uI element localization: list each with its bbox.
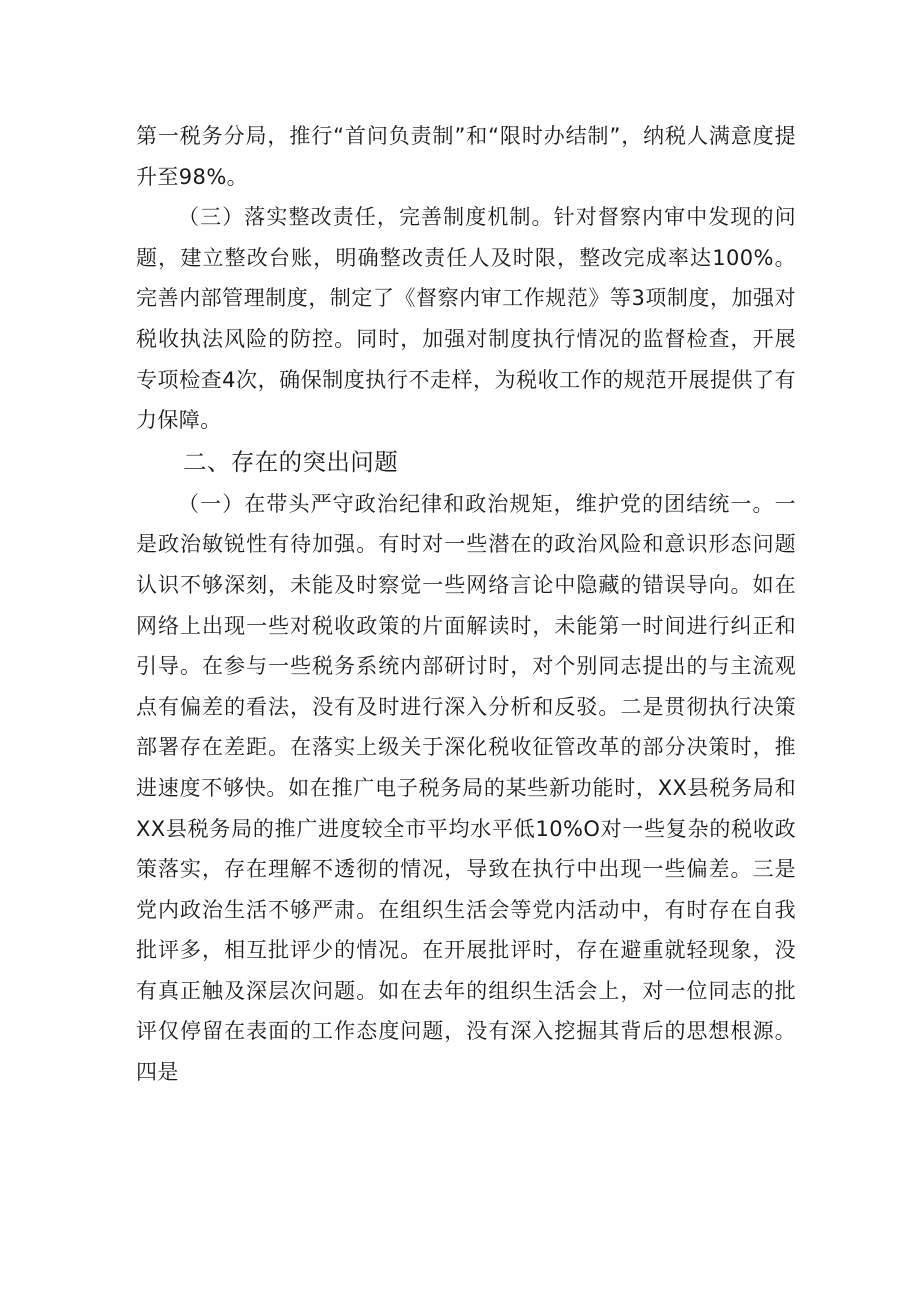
paragraph-section-three: （三）落实整改责任，完善制度机制。针对督察内审中发现的问题，建立整改台账，明确整改责任人及时限，整改完成率达100%。完善内部管理制度，制定了《督察内审工作规范》等3项制度，加强对税收执法风险的防控。同时，加强对制度执行情况的监督检查，开展专项检查4次，确保制度执行不走样，为税收工作的规范开展提供了有力保障。 xyxy=(136,205,796,433)
paragraph-continuation: 第一税务分局，推行“首问负责制”和“限时办结制”，纳税人满意度提升至98%。 xyxy=(136,124,796,189)
document-body xyxy=(136,116,796,1093)
section-heading: 二、存在的突出问题 xyxy=(183,447,399,476)
paragraph-section-one: （一）在带头严守政治纪律和政治规矩，维护党的团结统一。一是政治敏锐性有待加强。有时对一些潜在的政治风险和意识形态问题认识不够深刻，未能及时察觉一些网络言论中隐藏的错误导向。如在网络上出现一些对税收政策的片面解读时，未能第一时间进行纠正和引导。在参与一些税务系统内部研讨时，对个别同志提出的与主流观点有偏差的看法，没有及时进行深入分析和反驳。二是贯彻执行决策部署存在差距。在落实上级关于深化税收征管改革的部分决策时，推进速度不够快。如在推广电子税务局的某些新功能时，XX县税务局和XX县税务局的推广进度较全市平均水平低10%O对一些复杂的税收政策落实，存在理解不透彻的情况，导致在执行中出现一些偏差。三是党内政治生活不够严肃。在组织生活会等党内活动中，有时存在自我批评多，相互批评少的情况。在开展批评时，存在避重就轻现象，没有真正触及深层次问题。如在去年的组织生活会上，对一位同志的批评仅停留在表面的工作态度问题，没有深入挖掘其背后的思想根源。四是 xyxy=(136,491,796,1085)
